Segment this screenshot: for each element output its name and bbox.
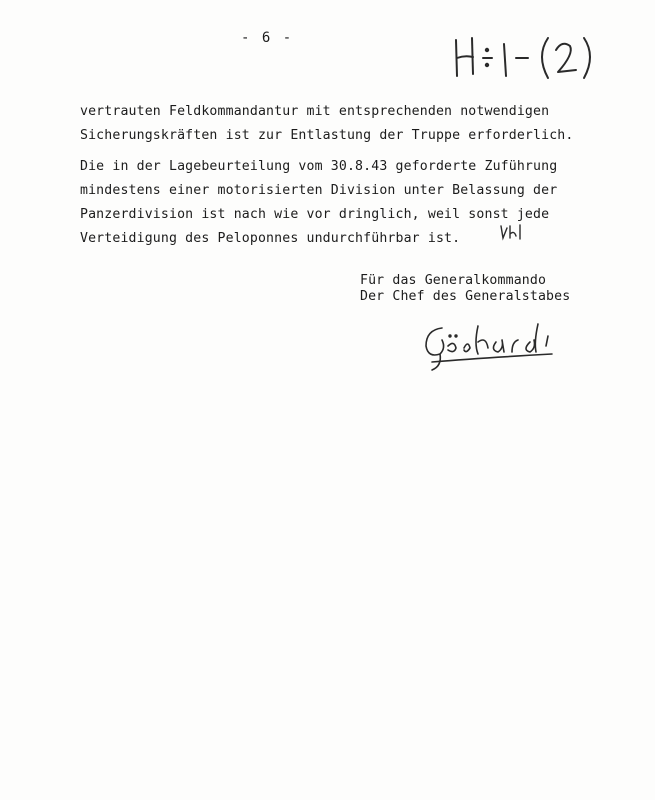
text-line: Verteidigung des Peloponnes undurchführbar ist.	[80, 231, 461, 246]
signature-line-title: Der Chef des Generalstabes	[360, 289, 571, 304]
text-line: Panzerdivision ist nach wie vor dringlich, weil sonst jede	[80, 207, 550, 222]
handwritten-initial	[498, 222, 528, 242]
text-line: mindestens einer motorisierten Division unter Belassung der	[80, 183, 558, 198]
page-number: - 6 -	[241, 30, 294, 46]
signature-line-command: Für das Generalkommando	[360, 273, 547, 288]
handwritten-reference-mark	[450, 32, 610, 80]
handwritten-signature	[420, 318, 570, 374]
text-line: Sicherungskräften ist zur Entlastung der Truppe erforderlich.	[80, 128, 574, 143]
text-line: Die in der Lagebeurteilung vom 30.8.43 geforderte Zuführung	[80, 159, 558, 174]
text-line: vertrauten Feldkommandantur mit entsprechenden notwendigen	[80, 104, 550, 119]
